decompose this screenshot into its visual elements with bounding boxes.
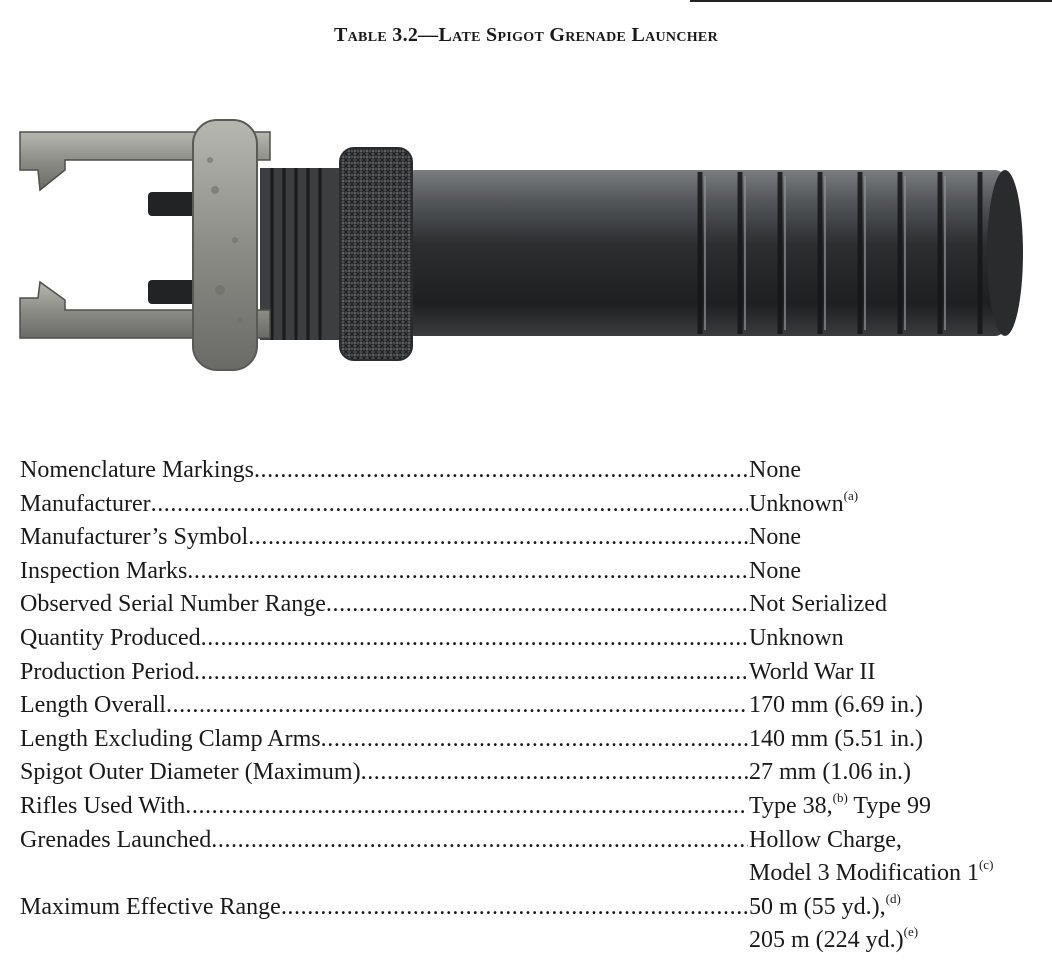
leader-dots xyxy=(151,488,748,522)
spec-value: None xyxy=(749,524,801,551)
leader-dots xyxy=(254,454,748,488)
footnote-marker: (b) xyxy=(832,789,848,805)
spec-row xyxy=(20,790,1040,824)
footnote-marker: (a) xyxy=(843,487,859,503)
leader-dots xyxy=(326,588,748,622)
spec-label: Length Overall xyxy=(20,692,166,719)
spec-value: Unknown$^{(a)}$ xyxy=(749,487,859,517)
spec-row xyxy=(20,454,1040,488)
spec-row xyxy=(20,756,1040,790)
footnote-marker: (d) xyxy=(885,890,901,906)
spec-value: None xyxy=(749,557,801,584)
leader-dots xyxy=(281,891,748,925)
spec-label: Rifles Used With xyxy=(20,792,186,819)
spec-value: World War II xyxy=(749,658,876,685)
leader-dots xyxy=(185,790,748,824)
spec-value: Hollow Charge, xyxy=(749,826,902,853)
spec-value: 170 mm (6.69 in.) xyxy=(749,692,923,719)
spec-value: 27 mm (1.06 in.) xyxy=(749,759,911,786)
leader-dots xyxy=(187,555,748,589)
spec-value: 50 m (55 yd.),$^{(d)}$ xyxy=(749,890,901,920)
spec-label: Nomenclature Markings xyxy=(20,457,254,483)
spec-row-continuation xyxy=(20,924,1040,958)
spec-value: Not Serialized xyxy=(749,591,887,618)
spec-value: Model 3 Modification 1$^{(c)}$ xyxy=(749,857,994,887)
spec-label: Production Period xyxy=(20,658,194,685)
spec-row xyxy=(20,588,1040,622)
spec-row xyxy=(20,656,1040,690)
leader-dots xyxy=(194,656,748,690)
spec-row-continuation xyxy=(20,857,1040,891)
spec-value: None xyxy=(749,457,801,483)
spec-row xyxy=(20,555,1040,589)
leader-dots xyxy=(201,622,748,656)
table-title: Table 3.2—Late Spigot Grenade Launcher xyxy=(334,24,718,46)
spec-label: Inspection Marks xyxy=(20,557,188,584)
spec-label: Manufacturer’s Symbol xyxy=(20,524,249,551)
spec-value: 205 m (224 yd.)$^{(e)}$ xyxy=(749,924,919,954)
spec-value: 140 mm (5.51 in.) xyxy=(749,725,923,752)
spec-row xyxy=(20,891,1040,925)
spec-row xyxy=(20,521,1040,555)
leader-dots xyxy=(361,756,748,790)
spec-table xyxy=(20,454,1040,958)
spec-label: Grenades Launched xyxy=(20,826,212,853)
spec-label: Observed Serial Number Range xyxy=(20,591,326,618)
leader-dots xyxy=(321,723,748,757)
spec-row xyxy=(20,824,1040,858)
spec-label: Manufacturer xyxy=(20,490,151,517)
leader-dots xyxy=(248,521,748,555)
spec-label: Quantity Produced xyxy=(20,624,201,651)
spec-label: Spigot Outer Diameter (Maximum) xyxy=(20,759,361,786)
top-rule xyxy=(690,0,1052,2)
leader-dots xyxy=(211,824,748,858)
spec-value: Unknown xyxy=(749,624,844,651)
spec-row xyxy=(20,723,1040,757)
footnote-marker: (e) xyxy=(903,924,919,940)
leader-dots xyxy=(166,689,748,723)
spec-label: Length Excluding Clamp Arms xyxy=(20,725,321,752)
spec-label: Maximum Effective Range xyxy=(20,893,281,920)
footnote-marker: (c) xyxy=(978,857,994,873)
spec-value: Type 38,$^{(b)}$ Type 99 xyxy=(749,789,932,819)
spec-row xyxy=(20,622,1040,656)
spec-row xyxy=(20,689,1040,723)
spec-row xyxy=(20,488,1040,522)
spigot-grenade-launcher-photo xyxy=(10,100,1040,400)
